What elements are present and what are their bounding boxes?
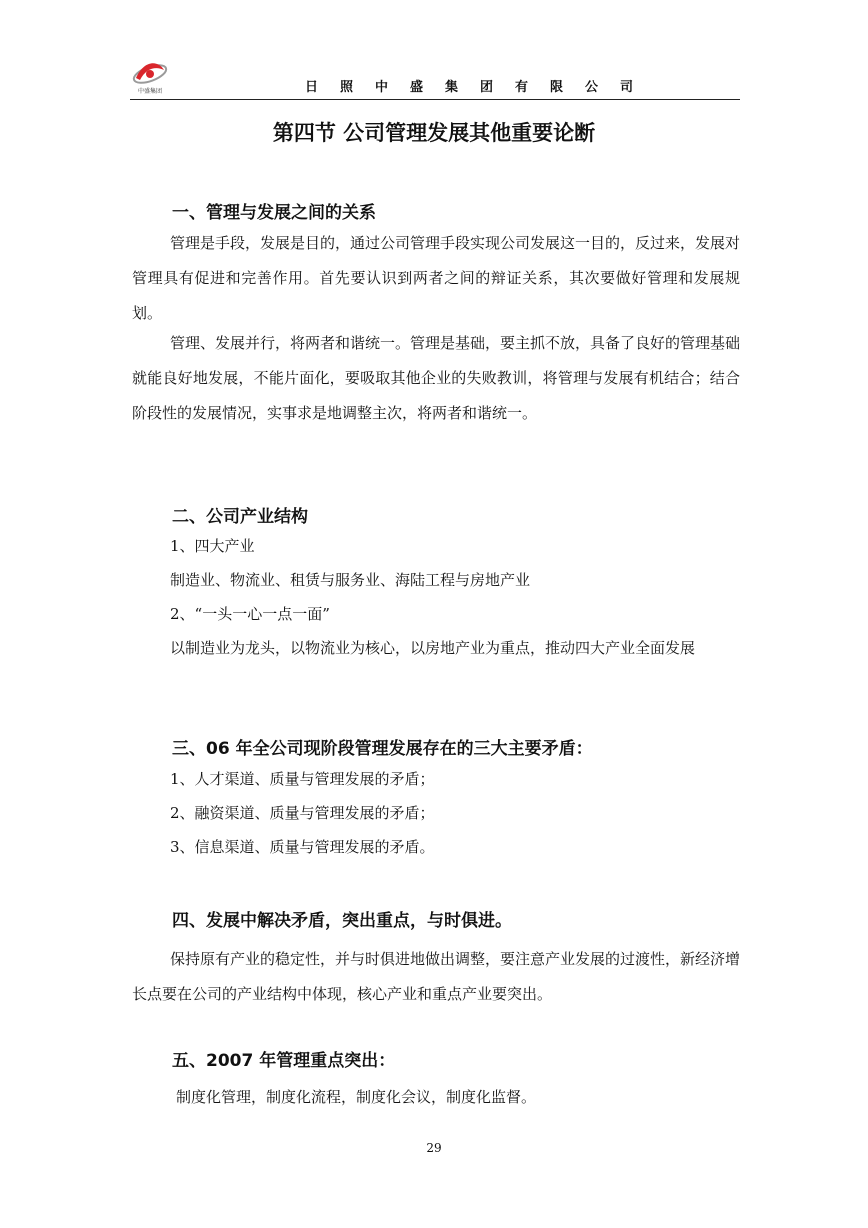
section-heading-5: 五、2007 年管理重点突出： (172, 1051, 396, 1071)
section-heading-4: 四、发展中解决矛盾，突出重点，与时俱进。 (172, 911, 512, 931)
company-name-header: 日照中盛集团有限公司 (304, 80, 655, 95)
section-heading-1: 一、管理与发展之间的关系 (172, 203, 376, 223)
section-2-line-2: 制造业、物流业、租赁与服务业、海陆工程与房地产业 (170, 571, 531, 589)
header-rule (130, 99, 740, 100)
section-1-paragraph-2: 管理、发展并行，将两者和谐统一。管理是基础，要主抓不放，具备了良好的管理基础就能良好地发展，不能片面化，要吸取其他企业的失败教训，将管理与发展有机结合；结合阶段性的发展情况，实事求是地调整主次，将两者和谐统一。 (132, 334, 741, 422)
section-heading-3: 三、06 年全公司现阶段管理发展存在的三大主要矛盾： (172, 739, 593, 759)
page-number: 29 (426, 1141, 442, 1155)
section-3-line-1: 1、人才渠道、质量与管理发展的矛盾； (170, 770, 435, 788)
section-heading-2: 二、公司产业结构 (172, 507, 308, 527)
section-5-line-1: 制度化管理，制度化流程，制度化会议，制度化监督。 (176, 1088, 537, 1106)
logo-text: 中盛集团 (137, 88, 162, 95)
section-2-line-3: 2、“一头一心一点一面” (170, 605, 330, 623)
section-1-paragraph-1: 管理是手段，发展是目的，通过公司管理手段实现公司发展这一目的，反过来，发展对管理具有促进和完善作用。首先要认识到两者之间的辩证关系，其次要做好管理和发展规划。 (132, 234, 741, 322)
section-3-line-3: 3、信息渠道、质量与管理发展的矛盾。 (170, 838, 435, 856)
section-4-paragraph: 保持原有产业的稳定性，并与时俱进地做出调整，要注意产业发展的过渡性，新经济增长点要在公司的产业结构中体现，核心产业和重点产业要突出。 (132, 950, 741, 1003)
section-3-line-2: 2、融资渠道、质量与管理发展的矛盾； (170, 804, 435, 822)
page-title: 第四节 公司管理发展其他重要论断 (272, 121, 596, 145)
section-2-paragraph: 以制造业为龙头，以物流业为核心，以房地产业为重点，推动四大产业全面发展 (170, 639, 696, 657)
section-2-line-1: 1、四大产业 (170, 537, 255, 555)
